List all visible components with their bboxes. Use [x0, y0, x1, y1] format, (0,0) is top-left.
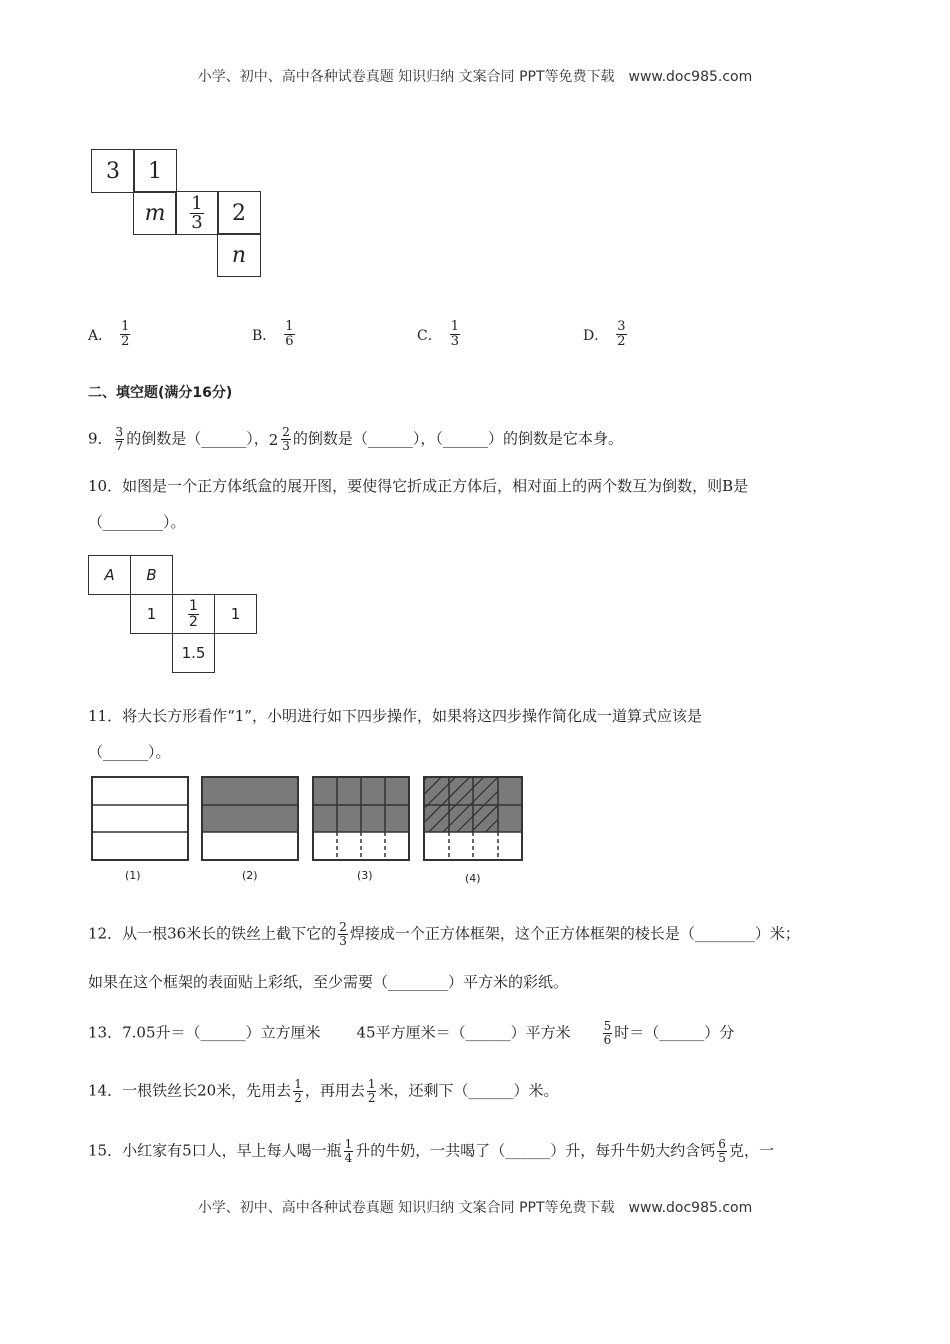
rectangle-steps-figure [80, 770, 540, 890]
footer-url: www.doc985.com [628, 1200, 753, 1216]
answer-blank[interactable]: ______ [442, 429, 488, 448]
question-11: 11．将大长方形看作“1”，小明进行如下四步操作，如果将这四步操作简化成一道算式应该是 [88, 707, 702, 725]
step-label: (2) [242, 869, 258, 882]
header-text: 小学、初中、高中各种试卷真题 知识归纳 文案合同 PPT等免费下载 [197, 69, 615, 85]
question-14: 14．一根铁丝长20米，先用去 $\frac{1}{2}$ ，再用去 $\frac{1}{2}$ 米，还剩下（______）米。 [88, 1077, 559, 1105]
net1-cell: 1 [133, 149, 177, 193]
section-title: 二、填空题(满分16分) [88, 385, 233, 401]
step-label: (4) [465, 872, 481, 885]
question-12: 12．从一根36米长的铁丝上截下它的 $\frac{2}{3}$ 焊接成一个正方体框架，这个正方体框架的棱长是（________）米； [88, 920, 800, 948]
question-15: 15．小红家有5口人，早上每人喝一瓶 $\frac{1}{4}$ 升的牛奶，一共喝了（______）升，每升牛奶大约含钙 $\frac{6}{5}$ 克，一 [88, 1137, 774, 1165]
step-3-rectangle [313, 777, 409, 860]
net2-cell: 1 [130, 594, 173, 634]
step-label: (3) [357, 869, 373, 882]
question-12-line2: 如果在这个框架的表面贴上彩纸，至少需要（________）平方米的彩纸。 [88, 973, 569, 991]
step-1-rectangle [92, 777, 188, 860]
footer-text: 小学、初中、高中各种试卷真题 知识归纳 文案合同 PPT等免费下载 [197, 1200, 615, 1216]
question-11-answer[interactable]: （______）。 [88, 743, 171, 761]
net1-cell: 2 [217, 191, 261, 235]
answer-blank[interactable]: ______ [367, 429, 413, 448]
net1-cell-m: m [133, 191, 177, 235]
header-url: www.doc985.com [628, 69, 753, 85]
net1-cell: 3 [91, 149, 135, 193]
option-d[interactable]: D． $\frac{3}{2}$ [583, 319, 626, 349]
question-9: 9． $\frac{3}{7}$ 的倒数是（______）， 2 $\frac{2}{3}$ 的倒数是（______），（______）的倒数是它本身。 [88, 425, 623, 453]
option-c[interactable]: C． $\frac{1}{3}$ [417, 319, 459, 349]
option-b[interactable]: B． $\frac{1}{6}$ [252, 319, 294, 349]
mixed-number: 2 $\frac{2}{3}$ [268, 425, 290, 453]
question-10-answer[interactable]: （________）。 [88, 513, 186, 531]
step-label: (1) [125, 869, 141, 882]
page-header [0, 66, 950, 86]
question-10: 10．如图是一个正方体纸盒的展开图，要使得它折成正方体后，相对面上的两个数互为倒数，则B是 [88, 477, 749, 495]
net2-cell-a: A [88, 555, 131, 595]
step-2-rectangle [202, 777, 298, 860]
net1-cell-n: n [217, 233, 261, 277]
question-13: 13．7.05升＝（______）立方厘米 45平方厘米＝（______）平方米 $\frac{5}{6}$ 时＝（______）分 [88, 1019, 735, 1047]
net1-cell-fraction: $\frac{1}{3}$ [175, 191, 219, 235]
net2-cell: 1.5 [172, 633, 215, 673]
net2-cell-b: B [130, 555, 173, 595]
step-4-rectangle [424, 777, 522, 860]
net2-cell-half: $\frac{1}{2}$ [172, 594, 215, 634]
page-footer [0, 1197, 950, 1217]
option-a[interactable]: A． $\frac{1}{2}$ [88, 319, 130, 349]
net2-cell: 1 [214, 594, 257, 634]
answer-blank[interactable]: ______ [201, 429, 247, 448]
